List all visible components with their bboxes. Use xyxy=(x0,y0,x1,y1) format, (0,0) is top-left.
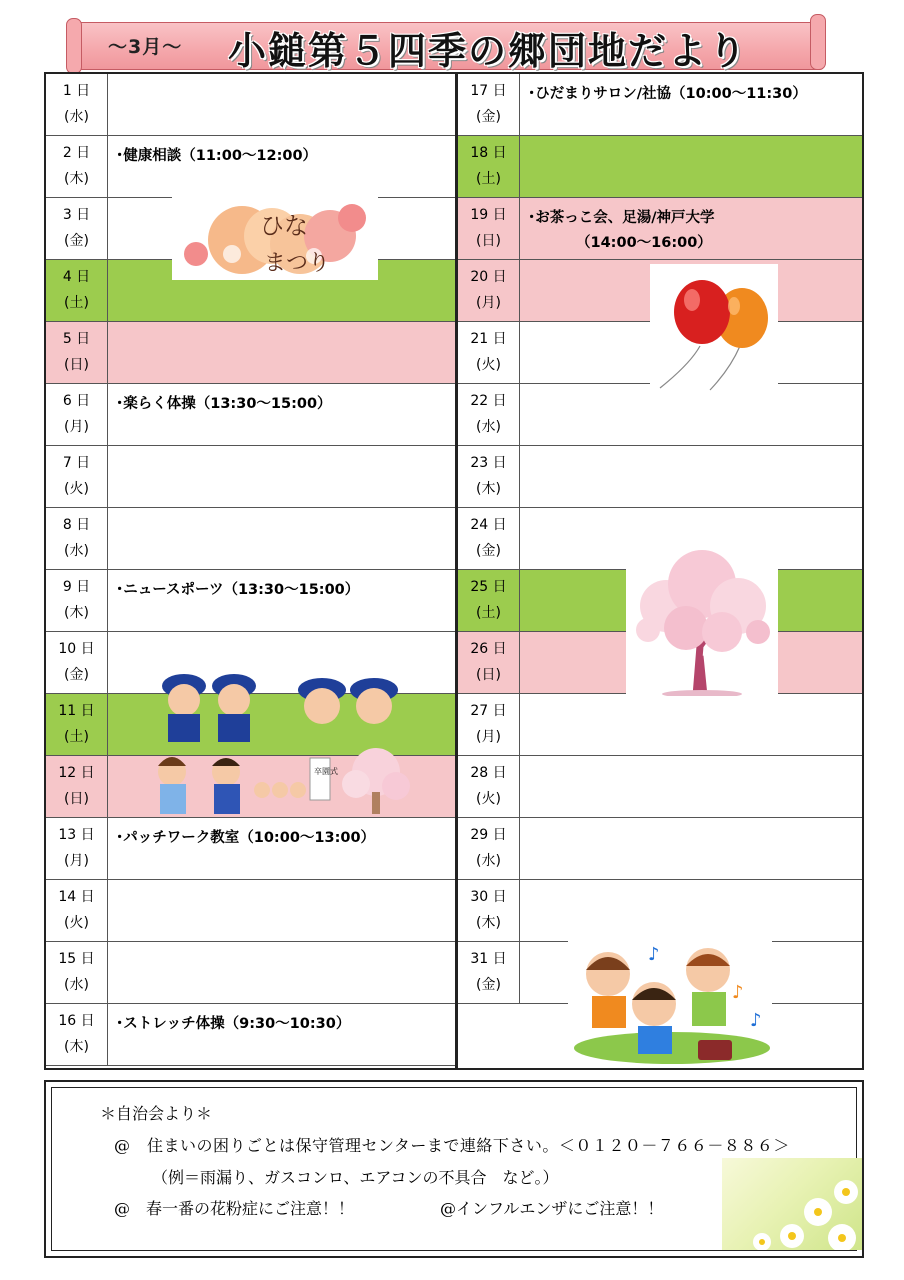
date-cell xyxy=(46,632,108,693)
weekday: (日) xyxy=(64,357,89,373)
date-cell xyxy=(458,260,520,321)
day-number: 31 日 xyxy=(470,951,507,967)
weekday: (土) xyxy=(64,295,89,311)
event-cell xyxy=(520,74,862,135)
event-text: ･ひだまりサロン/社協（10:00～11:30） xyxy=(528,86,807,102)
date-cell xyxy=(46,136,108,197)
day-number: 30 日 xyxy=(470,889,507,905)
day-number: 16 日 xyxy=(58,1013,95,1029)
date-cell xyxy=(46,756,108,817)
banner-scroll-right xyxy=(810,14,826,70)
date-cell xyxy=(458,942,520,1003)
day-number: 7 日 xyxy=(62,455,91,471)
notice-pollen-line: @ 春一番の花粉症にご注意！！ xyxy=(114,1199,355,1218)
calendar-row-left-15 xyxy=(46,942,456,1004)
event-cell xyxy=(108,508,456,569)
notice-contact-line: @ 住まいの困りごとは保守管理センターまで連絡下さい。＜０１２０－７６６－８８６＞ xyxy=(114,1136,790,1155)
hinamatsuri-illustration xyxy=(172,196,378,280)
daisy-flowers-illustration xyxy=(722,1158,862,1250)
date-cell xyxy=(458,694,520,755)
day-number: 3 日 xyxy=(62,207,91,223)
event-text: ･健康相談（11:00～12:00） xyxy=(116,148,318,164)
event-time: （14:00～16:00） xyxy=(576,235,712,251)
day-number: 21 日 xyxy=(470,331,507,347)
weekday: (月) xyxy=(64,853,89,869)
header-banner xyxy=(70,16,822,72)
date-cell xyxy=(458,880,520,941)
calendar-row-left-5 xyxy=(46,322,456,384)
weekday: (水) xyxy=(64,109,89,125)
event-cell xyxy=(108,570,456,631)
calendar-row-right-2 xyxy=(458,136,862,198)
svg-text:♪: ♪ xyxy=(732,982,744,1003)
date-cell xyxy=(46,818,108,879)
weekday: (月) xyxy=(64,419,89,435)
weekday: (水) xyxy=(64,543,89,559)
calendar-row-right-3 xyxy=(458,198,862,260)
weekday: (金) xyxy=(476,543,501,559)
day-number: 14 日 xyxy=(58,889,95,905)
weekday: (金) xyxy=(64,233,89,249)
event-cell xyxy=(108,384,456,445)
calendar-row-right-13 xyxy=(458,818,862,880)
day-number: 26 日 xyxy=(470,641,507,657)
date-cell xyxy=(46,1004,108,1065)
weekday: (金) xyxy=(476,109,501,125)
day-number: 28 日 xyxy=(470,765,507,781)
event-cell xyxy=(108,446,456,507)
event-cell xyxy=(520,694,862,755)
day-number: 12 日 xyxy=(58,765,95,781)
event-cell xyxy=(520,880,862,941)
newsletter-title: 小鎚第５四季の郷団地だより xyxy=(228,29,749,73)
calendar-row-left-13 xyxy=(46,818,456,880)
date-cell xyxy=(458,756,520,817)
date-cell xyxy=(458,446,520,507)
day-number: 17 日 xyxy=(470,83,507,99)
day-number: 27 日 xyxy=(470,703,507,719)
notice-inner-frame xyxy=(51,1087,857,1251)
calendar-row-left-16 xyxy=(46,1004,456,1066)
event-cell xyxy=(520,756,862,817)
event-cell xyxy=(108,322,456,383)
day-number: 23 日 xyxy=(470,455,507,471)
calendar-row-left-8 xyxy=(46,508,456,570)
date-cell xyxy=(458,818,520,879)
hina-text-2: まつり xyxy=(264,251,331,276)
weekday: (水) xyxy=(476,419,501,435)
day-number: 9 日 xyxy=(62,579,91,595)
event-text: ･お茶っこ会、足湯/神戸大学 xyxy=(528,210,715,226)
weekday: (木) xyxy=(476,481,501,497)
date-cell xyxy=(458,136,520,197)
date-cell xyxy=(458,74,520,135)
graduation-sign-text: 卒園式 xyxy=(314,767,338,776)
event-cell xyxy=(108,1004,456,1065)
date-cell xyxy=(46,570,108,631)
weekday: (日) xyxy=(476,233,501,249)
day-number: 18 日 xyxy=(470,145,507,161)
day-number: 22 日 xyxy=(470,393,507,409)
event-cell xyxy=(108,74,456,135)
event-cell xyxy=(108,136,456,197)
day-number: 4 日 xyxy=(62,269,91,285)
date-cell xyxy=(458,632,520,693)
date-cell xyxy=(458,198,520,259)
date-cell xyxy=(46,384,108,445)
calendar-row-left-2 xyxy=(46,136,456,198)
day-number: 2 日 xyxy=(62,145,91,161)
day-number: 6 日 xyxy=(62,393,91,409)
notice-example-line: （例＝雨漏り、ガスコンロ、エアコンの不具合 など。） xyxy=(152,1168,559,1187)
event-text: ･パッチワーク教室（10:00～13:00） xyxy=(116,830,376,846)
weekday: (木) xyxy=(64,171,89,187)
hina-text-1: ひな xyxy=(260,212,308,240)
weekday: (土) xyxy=(476,605,501,621)
weekday: (木) xyxy=(476,915,501,931)
event-cell xyxy=(108,880,456,941)
date-cell xyxy=(46,694,108,755)
notice-influenza-line: @インフルエンザにご注意！！ xyxy=(440,1199,664,1218)
calendar-row-right-12 xyxy=(458,756,862,818)
date-cell xyxy=(46,260,108,321)
weekday: (火) xyxy=(476,357,501,373)
weekday: (木) xyxy=(64,605,89,621)
event-cell xyxy=(520,384,862,445)
date-cell xyxy=(46,74,108,135)
notice-heading: ＊自治会より＊ xyxy=(100,1104,213,1123)
date-cell xyxy=(46,942,108,1003)
residents-association-notice xyxy=(44,1080,864,1258)
calendar-row-left-6 xyxy=(46,384,456,446)
day-number: 19 日 xyxy=(470,207,507,223)
banner-scroll-left xyxy=(66,18,82,74)
date-cell xyxy=(458,570,520,631)
date-cell xyxy=(458,508,520,569)
calendar-row-left-1 xyxy=(46,74,456,136)
event-text: ･ニュースポーツ（13:30～15:00） xyxy=(116,582,360,598)
weekday: (火) xyxy=(64,915,89,931)
day-number: 5 日 xyxy=(62,331,91,347)
weekday: (土) xyxy=(64,729,89,745)
date-cell xyxy=(458,322,520,383)
weekday: (土) xyxy=(476,171,501,187)
calendar-row-right-7 xyxy=(458,446,862,508)
date-cell xyxy=(46,508,108,569)
date-cell xyxy=(458,384,520,445)
calendar-row-left-9 xyxy=(46,570,456,632)
cherry-blossom-tree-illustration xyxy=(626,546,778,696)
day-number: 10 日 xyxy=(58,641,95,657)
day-number: 11 日 xyxy=(58,703,95,719)
weekday: (日) xyxy=(476,667,501,683)
event-cell xyxy=(520,446,862,507)
calendar-row-left-14 xyxy=(46,880,456,942)
day-number: 15 日 xyxy=(58,951,95,967)
day-number: 20 日 xyxy=(470,269,507,285)
weekday: (日) xyxy=(64,791,89,807)
date-cell xyxy=(46,198,108,259)
day-number: 29 日 xyxy=(470,827,507,843)
day-number: 8 日 xyxy=(62,517,91,533)
event-cell xyxy=(520,198,862,259)
svg-text:♪: ♪ xyxy=(648,944,660,965)
day-number: 1 日 xyxy=(62,83,91,99)
singing-children-illustration xyxy=(568,940,772,1066)
calendar-row-right-6 xyxy=(458,384,862,446)
calendar-row-right-11 xyxy=(458,694,862,756)
svg-text:♪: ♪ xyxy=(750,1010,762,1031)
weekday: (水) xyxy=(476,853,501,869)
event-text: ･楽らく体操（13:30～15:00） xyxy=(116,396,332,412)
event-cell xyxy=(108,818,456,879)
weekday: (木) xyxy=(64,1039,89,1055)
day-number: 13 日 xyxy=(58,827,95,843)
weekday: (金) xyxy=(64,667,89,683)
weekday: (月) xyxy=(476,729,501,745)
balloons-illustration xyxy=(650,264,778,392)
date-cell xyxy=(46,880,108,941)
event-cell xyxy=(520,818,862,879)
event-cell xyxy=(108,942,456,1003)
calendar-row-right-1 xyxy=(458,74,862,136)
kindergarten-kids-illustration xyxy=(150,662,412,820)
weekday: (火) xyxy=(64,481,89,497)
banner-month: ～3月～ xyxy=(108,36,183,58)
weekday: (月) xyxy=(476,295,501,311)
weekday: (水) xyxy=(64,977,89,993)
weekday: (火) xyxy=(476,791,501,807)
calendar-row-right-14 xyxy=(458,880,862,942)
day-number: 25 日 xyxy=(470,579,507,595)
date-cell xyxy=(46,446,108,507)
event-text: ･ストレッチ体操（9:30～10:30） xyxy=(116,1016,351,1032)
date-cell xyxy=(46,322,108,383)
weekday: (金) xyxy=(476,977,501,993)
day-number: 24 日 xyxy=(470,517,507,533)
calendar-row-left-7 xyxy=(46,446,456,508)
event-cell xyxy=(520,136,862,197)
